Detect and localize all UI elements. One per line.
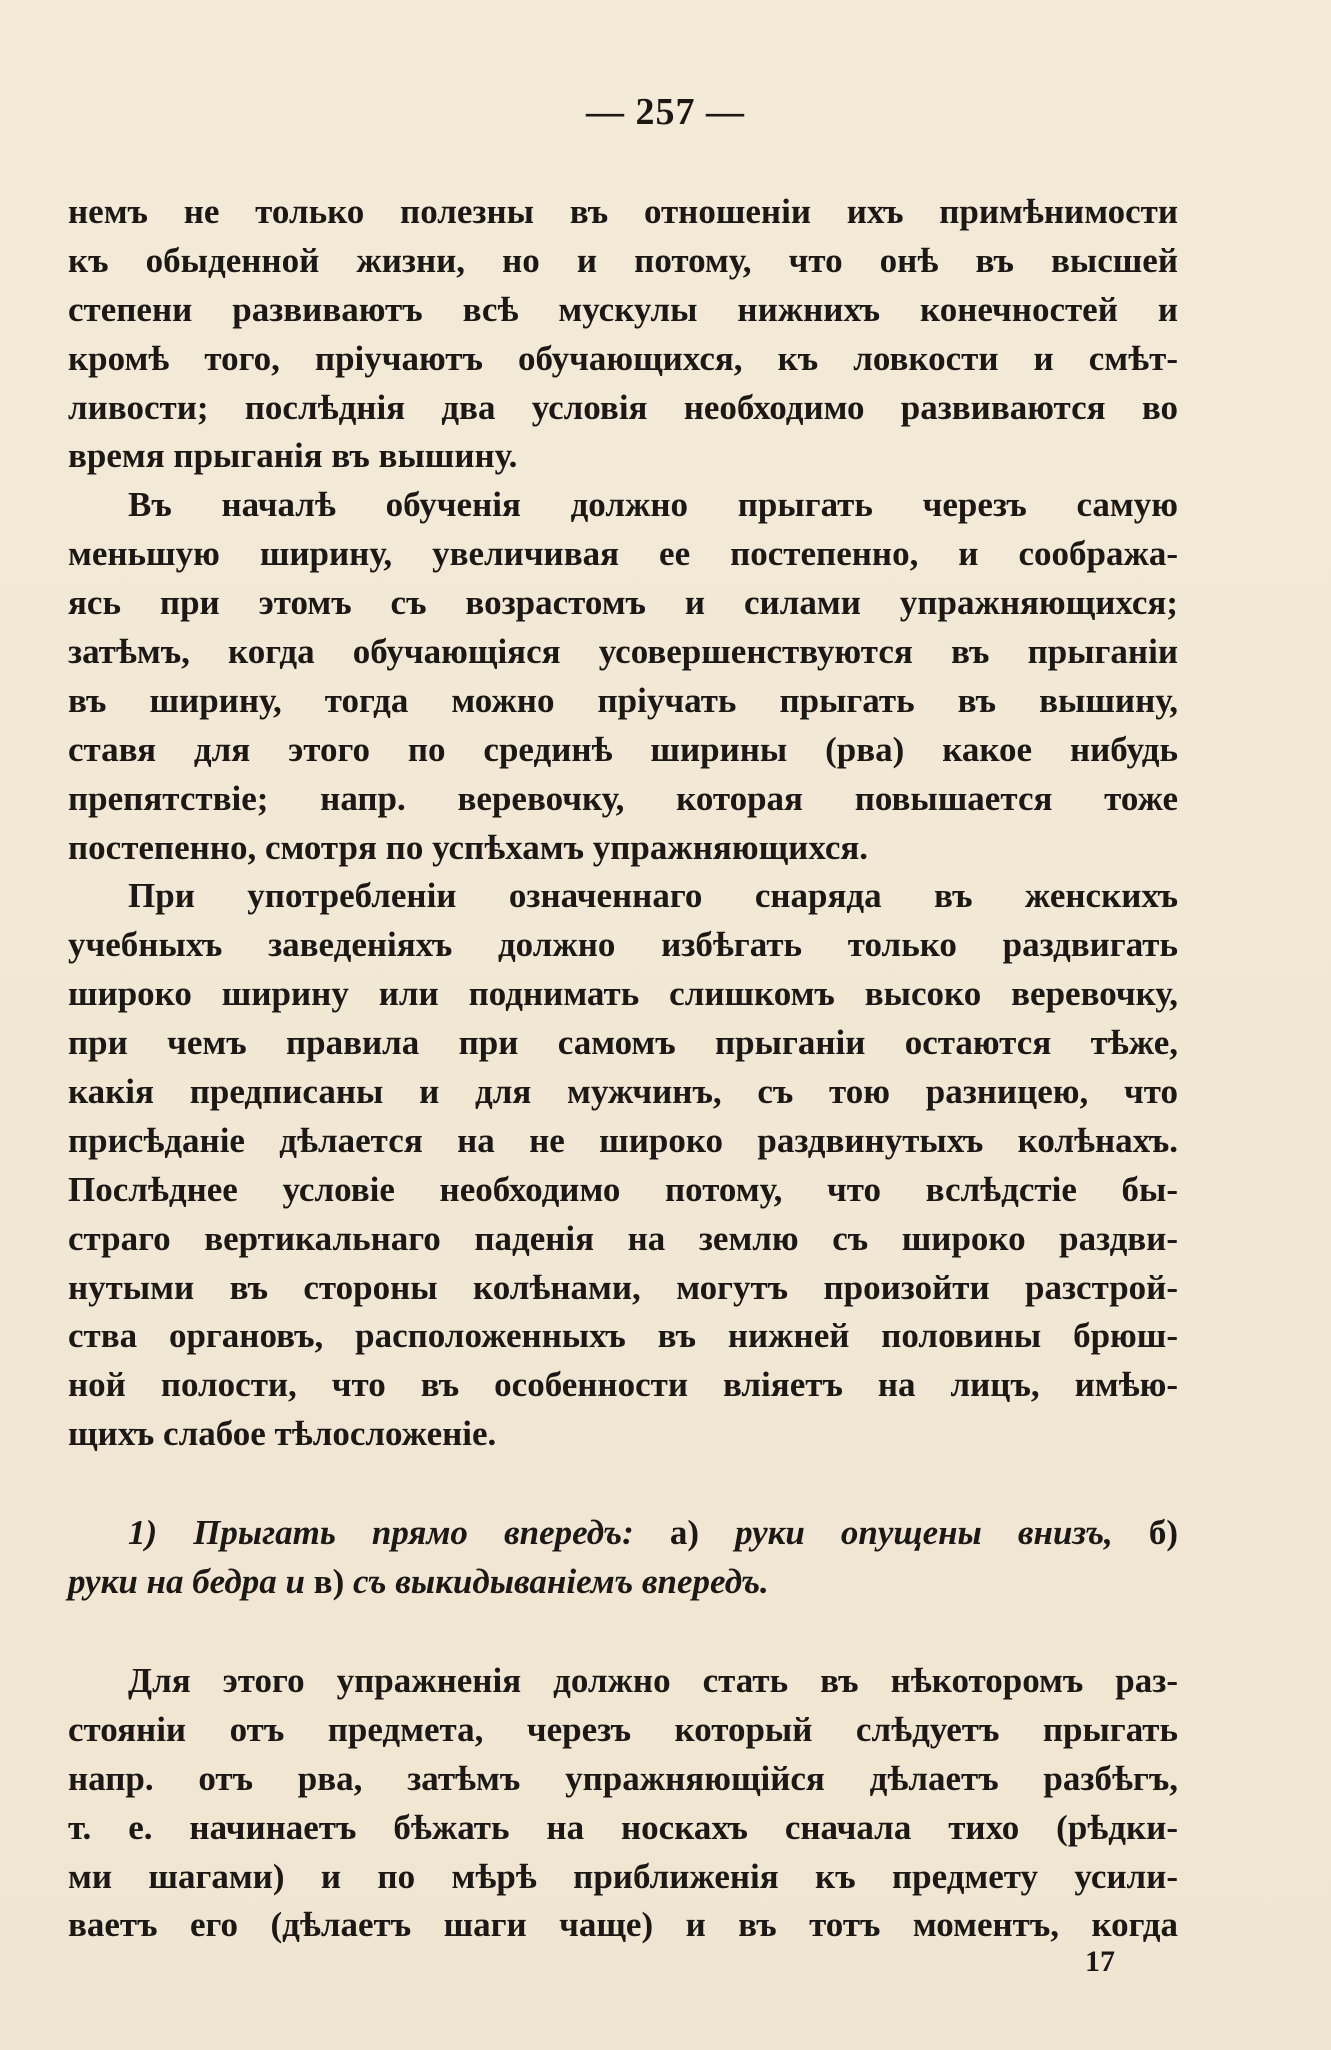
text-line: широко ширину или поднимать слишкомъ высоко веревочку,: [68, 974, 1178, 1014]
text-line: какiя предписаны и для мужчинъ, съ тою разницею, что: [68, 1072, 1178, 1112]
text-line: препятствiе; напр. веревочку, которая повышается тоже: [68, 778, 1178, 818]
text-line: стоянiи отъ предмета, черезъ который слѣдуетъ прыгать: [68, 1709, 1178, 1749]
text-line: ства органовъ, расположенныхъ въ нижней половины брюш-: [68, 1316, 1178, 1356]
heading-option-b: руки на бедра и: [68, 1562, 305, 1602]
page-number: — 257 —: [586, 91, 745, 133]
text-line: меньшую ширину, увеличивая ее постепенно, и сообража-: [68, 534, 1178, 574]
text-line: учебныхъ заведенiяхъ должно избѣгать только раздвигать: [68, 925, 1178, 965]
text-line: немъ не только полезны въ отношенiи ихъ примѣнимости: [68, 192, 1178, 231]
heading-title: 1) Прыгать прямо впередъ:: [128, 1513, 634, 1553]
text-line: Въ началѣ обученiя должно прыгать черезъ самую: [128, 485, 1178, 525]
text-line: ваетъ его (дѣлаетъ шаги чаще) и въ тотъ моментъ, когда: [68, 1905, 1178, 1945]
text-line: Для этого упражненiя должно стать въ нѣкоторомъ раз-: [128, 1660, 1178, 1700]
spacer: [68, 1607, 1178, 1657]
text-line: при чемъ правила при самомъ прыганiи остаются тѣже,: [68, 1023, 1178, 1063]
signature-mark: 17: [1085, 1945, 1115, 1978]
heading-option-c: съ выкидыванiемъ впередъ.: [352, 1562, 769, 1602]
heading-marker-b: б): [1148, 1513, 1179, 1553]
text-line: время прыганiя въ вышину.: [68, 436, 518, 476]
text-line: затѣмъ, когда обучающiяся усовершенствуются въ прыганiи: [68, 632, 1178, 672]
section-heading: [68, 1509, 1178, 1607]
text-line: ной полости, что въ особенности влiяетъ на лицъ, имѣю-: [68, 1365, 1178, 1405]
heading-marker-c: в): [313, 1562, 345, 1602]
spacer: [68, 1459, 1178, 1509]
text-line: ми шагами) и по мѣрѣ приближенiя къ предмету усили-: [68, 1856, 1178, 1896]
text-line: т. е. начинаетъ бѣжать на носкахъ сначала тихо (рѣдки-: [68, 1807, 1178, 1847]
text-line: ясь при этомъ съ возрастомъ и силами упражняющихся;: [68, 583, 1178, 623]
heading-marker-a: а): [669, 1513, 700, 1553]
paragraph-4: [68, 1657, 1178, 1950]
text-line: степени развиваютъ всѣ мускулы нижнихъ конечностей и: [68, 289, 1178, 329]
text-line: нутыми въ стороны колѣнами, могутъ произойти разстрой-: [68, 1267, 1178, 1307]
text-line: кромѣ того, прiучаютъ обучающихся, къ ловкости и смѣт-: [68, 338, 1178, 378]
text-line: въ ширину, тогда можно прiучать прыгать въ вышину,: [68, 680, 1178, 720]
paragraph-1: [68, 188, 1178, 481]
heading-line: [68, 1509, 1178, 1558]
text-line: присѣданiе дѣлается на не широко раздвинутыхъ колѣнахъ.: [68, 1120, 1178, 1160]
paragraph-2: [68, 481, 1178, 872]
text-line: Послѣднее условiе необходимо потому, что вслѣдстiе бы-: [68, 1169, 1178, 1209]
heading-option-a: руки опущены внизъ,: [735, 1513, 1113, 1553]
paragraph-3: [68, 872, 1178, 1459]
text-line: щихъ слабое тѣлосложенiе.: [68, 1414, 497, 1454]
text-line: къ обыденной жизни, но и потому, что онѣ въ высшей: [68, 240, 1178, 280]
page-body: [68, 188, 1178, 1950]
text-line: ставя для этого по срединѣ ширины (рва) какое нибудь: [68, 729, 1178, 769]
text-line: При употребленiи означеннаго снаряда въ женскихъ: [128, 876, 1178, 916]
text-line: страго вертикальнаго паденiя на землю съ широко раздви-: [68, 1218, 1178, 1258]
text-line: ливости; послѣднiя два условiя необходимо развиваются во: [68, 387, 1178, 427]
text-line: постепенно, смотря по успѣхамъ упражняющихся.: [68, 827, 869, 867]
heading-line: [68, 1558, 1178, 1607]
text-line: напр. отъ рва, затѣмъ упражняющiйся дѣлаетъ разбѣгъ,: [68, 1758, 1178, 1798]
